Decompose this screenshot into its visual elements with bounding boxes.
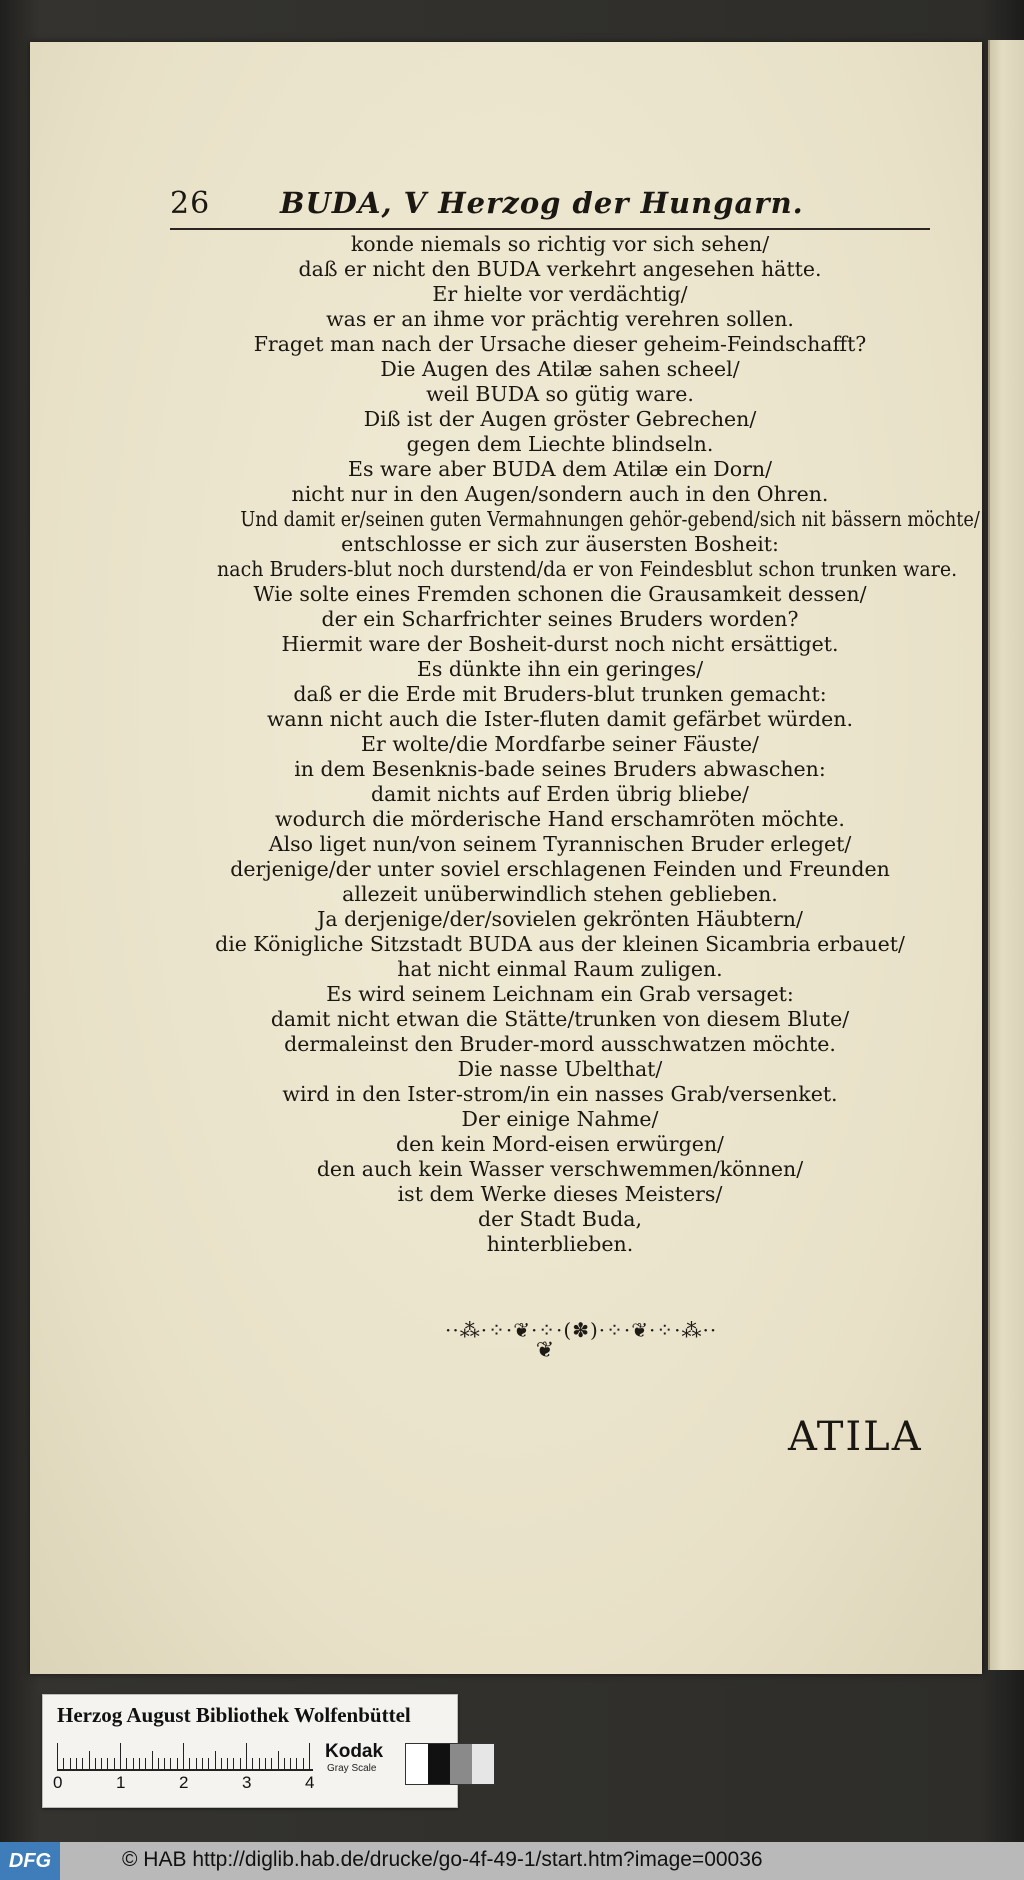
text-line: Der einige Nahme/: [461, 1107, 659, 1131]
text-line: ist dem Werke dieses Meisters/: [397, 1182, 723, 1206]
text-line: wird in den Ister-strom/in ein nasses Grab/versenket.: [282, 1082, 838, 1106]
ruler-tick: [101, 1758, 102, 1769]
ruler-tick: [95, 1758, 96, 1769]
ruler-tick: [133, 1758, 134, 1769]
body-text: [190, 232, 980, 1257]
text-line: den auch kein Wasser verschwemmen/können/: [316, 1157, 804, 1181]
ruler-tick: [227, 1758, 228, 1769]
kodak-label: Kodak: [325, 1741, 384, 1762]
text-line: der ein Scharfrichter seines Bruders worden?: [321, 607, 799, 631]
ruler-tick: [240, 1758, 241, 1769]
text-line: Es wird seinem Leichnam ein Grab versaget:: [326, 982, 794, 1006]
ruler-tick: [139, 1758, 140, 1769]
ruler-tick: [202, 1758, 203, 1769]
ruler-tick: [57, 1743, 58, 1769]
next-leaf-edge: [988, 40, 1024, 1670]
gray-swatch: [472, 1744, 494, 1784]
ruler-tick: [170, 1758, 171, 1769]
text-line: Diß ist der Augen gröster Gebrechen/: [363, 407, 757, 431]
ruler-number: 0: [53, 1773, 63, 1792]
viewer-footer: [0, 1842, 1024, 1880]
text-line: der Stadt Buda,: [477, 1207, 643, 1231]
text-line: Ja derjenige/der/sovielen gekrönten Häubtern/: [317, 907, 803, 931]
text-line: in dem Besenknis-bade seines Bruders abwaschen:: [294, 757, 826, 781]
ruler-tick: [89, 1751, 90, 1769]
ruler-tick: [309, 1743, 310, 1769]
ruler-tick: [158, 1758, 159, 1769]
ruler-tick: [177, 1758, 178, 1769]
ruler-tick: [70, 1758, 71, 1769]
text-line: gegen dem Liechte blindseln.: [406, 432, 714, 456]
text-line: konde niemals so richtig vor sich sehen/: [350, 232, 770, 256]
ruler-tick: [145, 1758, 146, 1769]
ruler-number: 1: [116, 1773, 126, 1792]
text-line: die Königliche Sitzstadt BUDA aus der kleinen Sicambria erbauet/: [215, 932, 905, 956]
catchword: ATILA: [788, 1414, 923, 1460]
text-line: Wie solte eines Fremden schonen die Grausamkeit dessen/: [253, 582, 867, 606]
gray-swatch: [428, 1744, 450, 1784]
header-rule: [170, 228, 930, 230]
ruler-tick: [303, 1758, 304, 1769]
text-line: hinterblieben.: [486, 1232, 634, 1256]
text-line: daß er die Erde mit Bruders-blut trunken gemacht:: [293, 682, 827, 706]
ruler-tick: [82, 1758, 83, 1769]
text-line: entschlosse er sich zur äusersten Bosheit:: [341, 532, 779, 556]
ruler-tick: [221, 1758, 222, 1769]
text-line: nicht nur in den Augen/sondern auch in den Ohren.: [291, 482, 829, 506]
text-line: wann nicht auch die Ister-fluten damit gefärbet würden.: [266, 707, 853, 731]
text-line: nach Bruders-blut noch durstend/da er von Feindesblut schon trunken ware.: [217, 557, 958, 581]
ruler-tick: [259, 1758, 260, 1769]
text-line: wodurch die mörderische Hand erschamröten möchte.: [275, 807, 845, 831]
text-line: Er wolte/die Mordfarbe seiner Fäuste/: [361, 732, 759, 756]
ruler-tick: [114, 1758, 115, 1769]
ruler-number: 2: [179, 1773, 189, 1792]
copyright-link[interactable]: © HAB http://diglib.hab.de/drucke/go-4f-49-1/start.htm?image=00036: [122, 1848, 763, 1871]
dfg-logo-icon: DFG: [0, 1842, 60, 1880]
ruler-tick: [233, 1758, 234, 1769]
running-title: BUDA, V Herzog der Hungarn.: [280, 186, 804, 220]
ruler-number: 3: [242, 1773, 252, 1792]
ruler-tick: [252, 1758, 253, 1769]
ruler-tick: [196, 1758, 197, 1769]
text-line: Die Augen des Atilæ sahen scheel/: [380, 357, 740, 381]
gray-swatch: [450, 1744, 472, 1784]
text-line: Die nasse Ubelthat/: [457, 1057, 663, 1081]
page-number: 26: [170, 186, 211, 221]
text-line: damit nicht etwan die Stätte/trunken von diesem Blute/: [270, 1007, 850, 1031]
ruler-tick: [246, 1743, 247, 1769]
institution-label: Herzog August Bibliothek Wolfenbüttel: [57, 1703, 411, 1727]
text-line: derjenige/der unter soviel erschlagenen Feinden und Freunden: [230, 857, 890, 881]
text-line: Es ware aber BUDA dem Atilæ ein Dorn/: [348, 457, 772, 481]
ruler-tick: [265, 1758, 266, 1769]
ruler-tick: [76, 1758, 77, 1769]
text-line: weil BUDA so gütig ware.: [426, 382, 694, 406]
ruler-tick: [189, 1758, 190, 1769]
ruler-tick: [296, 1758, 297, 1769]
text-line: was er an ihme vor prächtig verehren sollen.: [326, 307, 794, 331]
text-line: Fraget man nach der Ursache dieser geheim-Feindschafft?: [253, 332, 867, 356]
text-line: Also liget nun/von seinem Tyrannischen Bruder erleget/: [268, 832, 852, 856]
ruler-tick: [63, 1758, 64, 1769]
tailpiece-ornament: [445, 1318, 718, 1390]
ruler-number: 4: [305, 1773, 315, 1792]
text-line: Hiermit ware der Bosheit-durst noch nicht ersättiget.: [281, 632, 839, 656]
measurement-ruler: [57, 1741, 313, 1771]
text-line: allezeit unüberwindlich stehen geblieben.: [342, 882, 778, 906]
text-line: dermaleinst den Bruder-mord ausschwatzen möchte.: [284, 1032, 836, 1056]
text-line: Und damit er/seinen guten Vermahnungen gehör-gebend/sich nit bässern möchte/: [240, 507, 980, 531]
ruler-tick: [271, 1758, 272, 1769]
text-line: Er hielte vor verdächtig/: [432, 282, 688, 306]
ruler-tick: [215, 1751, 216, 1769]
ruler-tick: [126, 1758, 127, 1769]
ruler-tick: [278, 1751, 279, 1769]
ornament-drop-icon: ❦: [535, 1338, 555, 1363]
ruler-tick: [120, 1743, 121, 1769]
ruler-tick: [107, 1758, 108, 1769]
ruler-tick: [183, 1743, 184, 1769]
text-line: daß er nicht den BUDA verkehrt angesehen hätte.: [298, 257, 822, 281]
ruler-tick: [208, 1758, 209, 1769]
ruler-tick: [284, 1758, 285, 1769]
ornament-line-icon: ··⁂·⁘·❦·⁘·(✽)·⁘·❦·⁘·⁂··: [445, 1318, 718, 1342]
gray-scale-label: Gray Scale: [327, 1763, 377, 1774]
gray-scale-swatches: [405, 1743, 495, 1785]
gray-swatch: [406, 1744, 428, 1784]
color-calibration-card: [42, 1694, 458, 1808]
text-line: den kein Mord-eisen erwürgen/: [396, 1132, 724, 1156]
text-line: hat nicht einmal Raum zuligen.: [397, 957, 723, 981]
ruler-tick: [290, 1758, 291, 1769]
page-header: [170, 186, 930, 226]
ruler-tick: [164, 1758, 165, 1769]
ruler-tick: [152, 1751, 153, 1769]
text-line: Es dünkte ihn ein geringes/: [416, 657, 704, 681]
text-line: damit nichts auf Erden übrig bliebe/: [371, 782, 749, 806]
